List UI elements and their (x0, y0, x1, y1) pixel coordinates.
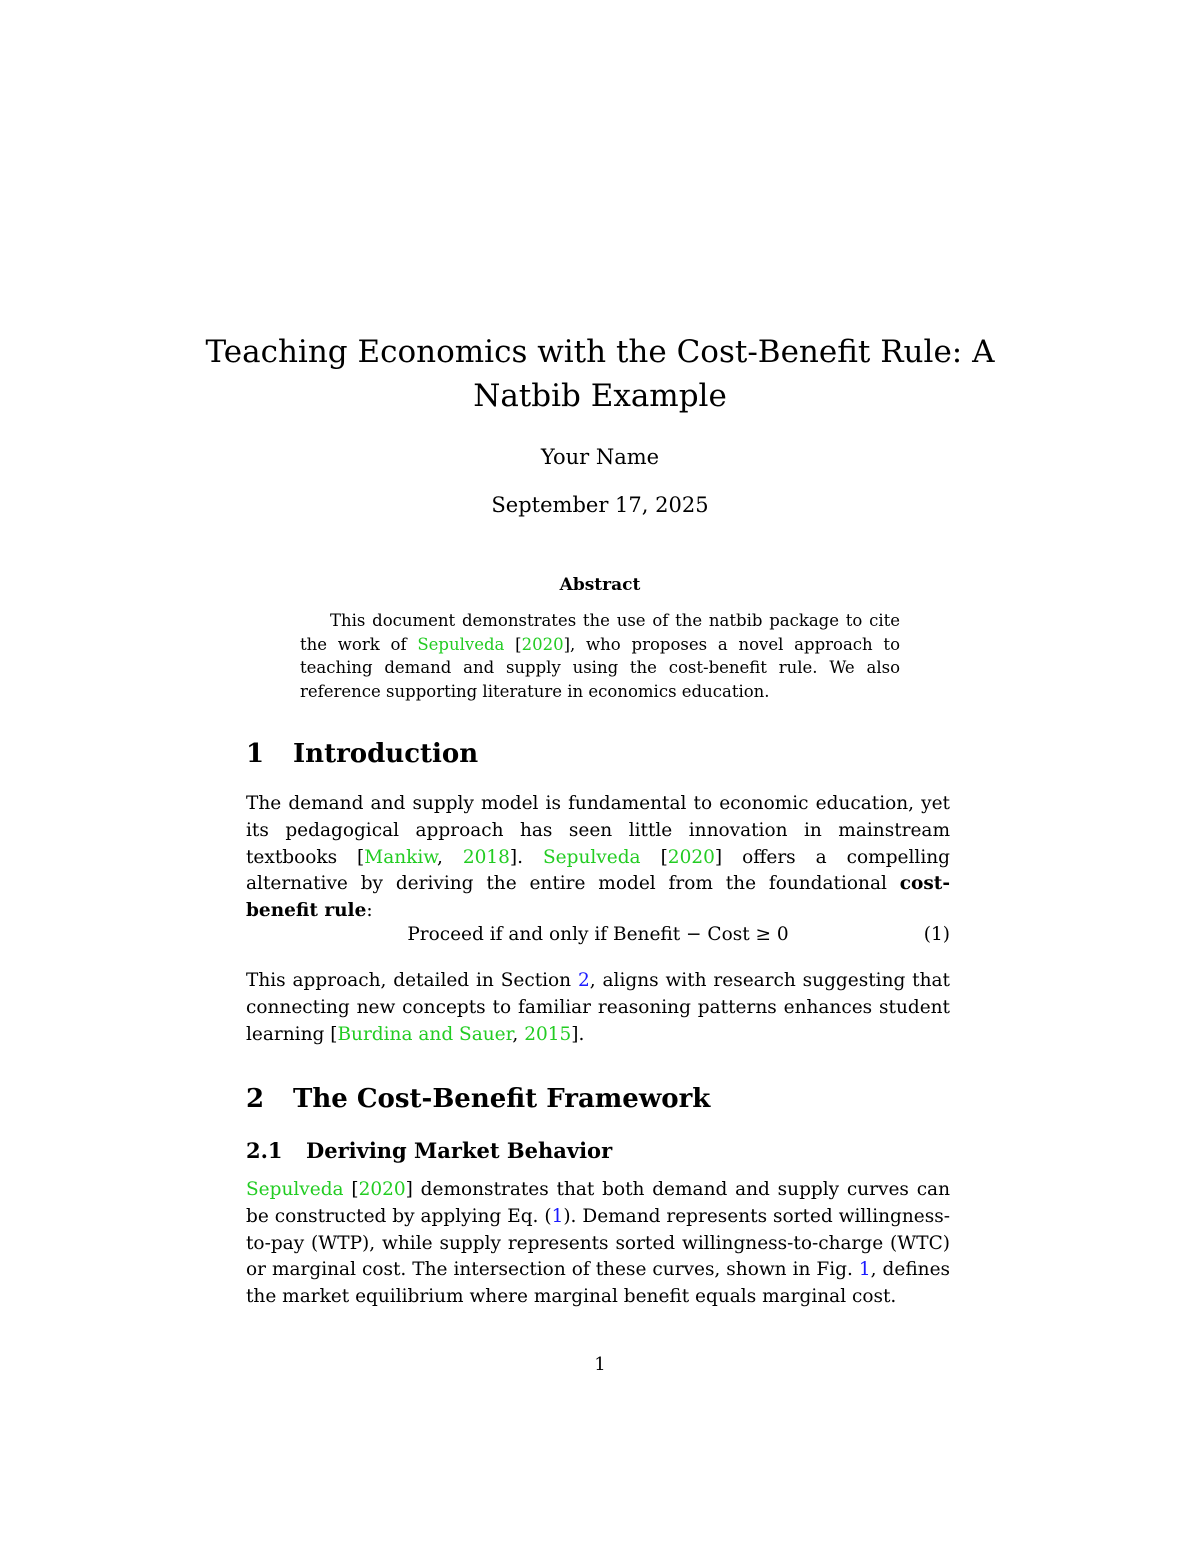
paragraph-text: : (366, 900, 373, 922)
subsection-title: Deriving Market Behavior (306, 1138, 613, 1163)
paragraph-text: ]. (571, 1023, 585, 1045)
citation-bracket: [ (504, 634, 522, 654)
equation-body: Proceed if and only if Benefit − Cost ≥ 0 (407, 924, 789, 945)
citation-separator: , (512, 1023, 525, 1045)
section-number: 1 (246, 739, 265, 769)
section-title: The Cost-Benefit Framework (293, 1084, 711, 1114)
page-number: 1 (594, 1354, 606, 1375)
paragraph-text: ). Demand represents sorted willingness-to-pay (WTP), while supply represents sorted willingness-to-charge (WTC) or marginal cost. The intersection of these curves, shown in Fig. (246, 1205, 950, 1281)
section-heading-framework (246, 1082, 710, 1116)
equation-1 (246, 920, 950, 950)
abstract-text-part: This document demonstrates the use of the natbib package to cite the work of (300, 611, 900, 654)
citation-link[interactable]: Sepulveda (246, 1179, 344, 1200)
paragraph-text: ] demonstrates that both demand and supply curves can be constructed by applying Eq. ( (246, 1179, 950, 1227)
paragraph-text: ] offers a compelling alternative by deriving the entire model from the foundational (246, 846, 951, 895)
intro-paragraph-1 (246, 791, 950, 925)
citation-year-link[interactable]: 2018 (462, 846, 510, 868)
citation-link[interactable]: Mankiw (364, 846, 437, 868)
section-title: Introduction (293, 739, 479, 769)
citation-link[interactable]: Burdina and Sauer (337, 1023, 513, 1045)
abstract-heading: Abstract (559, 575, 641, 595)
framework-paragraph-1 (246, 1177, 950, 1311)
intro-paragraph-2 (246, 968, 950, 1048)
paragraph-text: This approach, detailed in Section (246, 970, 578, 991)
citation-link[interactable]: Sepulveda (543, 846, 641, 868)
equation-number: (1) (923, 924, 950, 945)
subsection-heading-market-behavior (246, 1136, 612, 1166)
citation-bracket: [ (343, 1179, 359, 1200)
citation-year-link[interactable]: 2020 (358, 1179, 406, 1200)
figure-reference-link[interactable]: 1 (858, 1259, 871, 1281)
abstract-text-part: , who proposes a novel approach to teaching demand and supply using the cost-benefit rule. We also reference supporting literature in economics education. (300, 634, 900, 701)
subsection-number: 2.1 (246, 1138, 283, 1163)
citation-link[interactable]: Sepulveda (417, 634, 505, 654)
citation-separator: , (436, 846, 463, 868)
section-number: 2 (246, 1084, 265, 1114)
abstract-text (300, 609, 900, 703)
paragraph-text: The demand and supply model is fundamental to economic education, yet its pedagogical approach has seen little innovation in mainstream textbooks [ (246, 793, 950, 868)
citation-year-link[interactable]: 2015 (524, 1023, 572, 1045)
citation-bracket: ] (563, 634, 571, 654)
paragraph-text: , aligns with research suggesting that connecting new concepts to familiar reasoning patterns enhances student learning [ (246, 970, 950, 1045)
section-heading-introduction (246, 737, 478, 771)
section-reference-link[interactable]: 2 (577, 970, 590, 991)
equation-reference-link[interactable]: 1 (551, 1205, 564, 1227)
citation-bracket: [ (640, 846, 668, 868)
paragraph-text: ]. (509, 846, 543, 868)
paragraph-text: , defines the market equilibrium where marginal benefit equals marginal cost. (246, 1259, 951, 1308)
bold-term: cost-benefit rule (246, 873, 950, 922)
citation-year-link[interactable]: 2020 (667, 846, 715, 868)
citation-year-link[interactable]: 2020 (521, 634, 564, 654)
paper-title: Teaching Economics with the Cost-Benefit Rule: A Natbib Example (205, 334, 995, 414)
publication-date: September 17, 2025 (491, 493, 709, 517)
author-name: Your Name (540, 445, 660, 469)
